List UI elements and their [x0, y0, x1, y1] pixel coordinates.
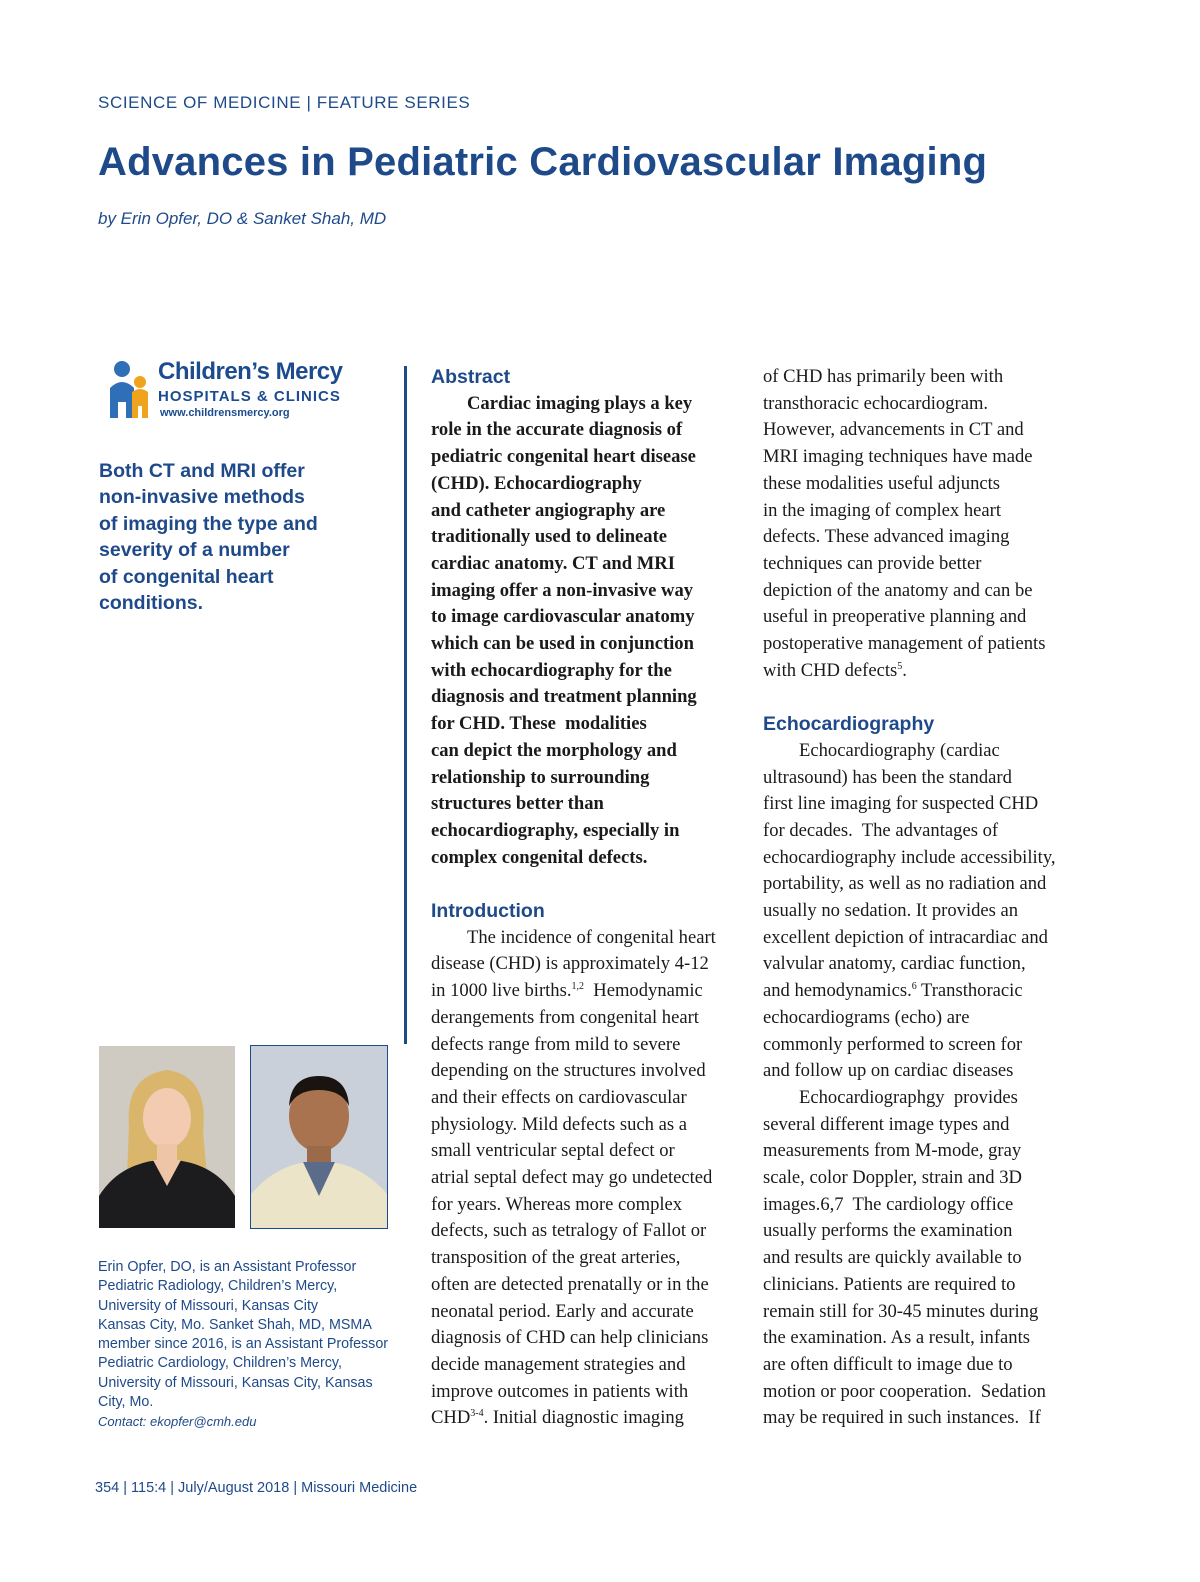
citation: 1,2	[571, 981, 584, 993]
echo-line: and follow up on cardiac diseases	[763, 1060, 1014, 1082]
echo-line: motion or poor cooperation. Sedation	[763, 1380, 1046, 1402]
intro-line: transposition of the great arteries,	[431, 1247, 681, 1269]
abstract-line: and catheter angiography are	[431, 499, 666, 521]
childrens-mercy-logo	[104, 358, 344, 424]
echo-line: may be required in such instances. If	[763, 1407, 1041, 1429]
intro-text: CHD	[431, 1407, 471, 1429]
bio-line: City, Mo.	[98, 1394, 154, 1411]
article-title: Advances in Pediatric Cardiovascular Imaging	[98, 140, 988, 184]
pull-quote-line: of congenital heart	[99, 565, 274, 588]
intro-text: Hemodynamic	[583, 980, 703, 1002]
introduction-heading: Introduction	[431, 900, 545, 923]
echo-line: clinicians. Patients are required to	[763, 1273, 1016, 1295]
intro-line	[763, 658, 1083, 685]
echo-line: are often difficult to image due to	[763, 1354, 1013, 1375]
echo-line: first line imaging for suspected CHD	[763, 793, 1039, 815]
intro-text: with CHD defects	[763, 659, 898, 681]
abstract-line: can depict the morphology and	[431, 739, 677, 761]
intro-line: these modalities useful adjuncts	[763, 472, 1001, 494]
intro-line	[431, 978, 746, 1005]
author-photo-opfer	[99, 1046, 235, 1228]
column-middle	[431, 364, 746, 1432]
abstract-line: which can be used in conjunction	[431, 633, 694, 655]
echo-line: images.6,7 The cardiology office	[763, 1193, 1014, 1215]
abstract-line: structures better than	[431, 793, 604, 815]
intro-line: depending on the structures involved	[431, 1060, 706, 1082]
echo-text: and hemodynamics.	[763, 980, 912, 1002]
echo-line: echocardiograms (echo) are	[763, 1006, 970, 1028]
echo-line: portability, as well as no radiation and	[763, 873, 1047, 895]
column-right	[763, 364, 1083, 1432]
echo-line: remain still for 30-45 minutes during	[763, 1300, 1039, 1322]
column-rule	[404, 366, 407, 1044]
echo-line: the examination. As a result, infants	[763, 1327, 1030, 1349]
echo-line: valvular anatomy, cardiac function,	[763, 953, 1026, 975]
intro-text: . Initial diagnostic imaging	[483, 1407, 684, 1429]
abstract-line: relationship to surrounding	[431, 766, 650, 788]
intro-line: derangements from congenital heart	[431, 1006, 699, 1028]
intro-continued	[763, 364, 1083, 684]
intro-line: atrial septal defect may go undetected	[431, 1167, 713, 1189]
bio-line: Pediatric Cardiology, Children’s Mercy,	[98, 1355, 342, 1372]
pull-quote-line: Both CT and MRI offer	[99, 460, 305, 482]
intro-line: techniques can provide better	[763, 552, 982, 574]
abstract-line: with echocardiography for the	[431, 659, 672, 681]
bio-line: Erin Opfer, DO, is an Assistant Professor	[98, 1259, 357, 1275]
abstract-heading: Abstract	[431, 366, 511, 388]
intro-line: However, advancements in CT and	[763, 419, 1024, 441]
intro-line: transthoracic echocardiogram.	[763, 392, 989, 414]
author-bio	[98, 1258, 403, 1432]
echocardiography-body	[763, 738, 1083, 1432]
article-byline: by Erin Opfer, DO & Sanket Shah, MD	[98, 209, 387, 228]
abstract-line: imaging offer a non-invasive way	[431, 579, 694, 601]
citation: 6	[911, 981, 917, 993]
echo-line: Echocardiography (cardiac	[799, 739, 1000, 761]
bio-line: Pediatric Radiology, Children’s Mercy,	[98, 1278, 338, 1295]
pull-quote-line: non-invasive methods	[99, 486, 305, 509]
pull-quote-line: conditions.	[99, 592, 203, 615]
echo-line: excellent depiction of intracardiac and	[763, 926, 1048, 948]
intro-line: physiology. Mild defects such as a	[431, 1113, 687, 1135]
abstract-line: (CHD). Echocardiography	[431, 472, 642, 494]
intro-line	[431, 1405, 746, 1432]
bio-line: Kansas City, Mo. Sanket Shah, MD, MSMA	[98, 1316, 372, 1333]
bio-line: member since 2016, is an Assistant Professor	[98, 1336, 389, 1353]
logo-url: www.childrensmercy.org	[160, 407, 290, 419]
abstract-line: echocardiography, especially in	[431, 819, 680, 841]
intro-line: MRI imaging techniques have made	[763, 446, 1033, 468]
abstract-line: complex congenital defects.	[431, 846, 648, 868]
abstract-line: traditionally used to delineate	[431, 526, 668, 548]
abstract-line: to image cardiovascular anatomy	[431, 606, 695, 628]
intro-line: of CHD has primarily been with	[763, 366, 1004, 387]
intro-line: The incidence of congenital heart	[467, 926, 716, 948]
intro-line: decide management strategies and	[431, 1354, 686, 1375]
echo-line: and results are quickly available to	[763, 1247, 1022, 1269]
intro-line: defects, such as tetralogy of Fallot or	[431, 1220, 707, 1242]
echo-line: several different image types and	[763, 1113, 1010, 1135]
abstract-line: Cardiac imaging plays a key	[467, 392, 693, 414]
abstract-line: for CHD. These modalities	[431, 713, 647, 735]
pull-quote-line: of imaging the type and	[99, 512, 318, 535]
author-contact: Contact: ekopfer@cmh.edu	[98, 1414, 257, 1430]
intro-line: in the imaging of complex heart	[763, 499, 1002, 521]
citation: 5	[897, 660, 903, 672]
bio-line: University of Missouri, Kansas City	[98, 1297, 319, 1314]
echo-line: for decades. The advantages of	[763, 819, 999, 841]
echo-text: Transthoracic	[916, 980, 1023, 1002]
logo-name: Children’s Mercy	[158, 358, 343, 385]
echo-line: commonly performed to screen for	[763, 1033, 1023, 1055]
introduction-body	[431, 925, 746, 1432]
intro-line: improve outcomes in patients with	[431, 1380, 689, 1402]
intro-line: and their effects on cardiovascular	[431, 1086, 687, 1108]
section-kicker: SCIENCE OF MEDICINE | FEATURE SERIES	[98, 93, 471, 112]
echo-line	[763, 978, 1083, 1005]
abstract-line: pediatric congenital heart disease	[431, 446, 696, 468]
intro-line: depiction of the anatomy and can be	[763, 579, 1033, 601]
pull-quote-line: severity of a number	[99, 539, 290, 562]
echo-line: usually no sedation. It provides an	[763, 900, 1019, 922]
bio-line: University of Missouri, Kansas City, Kansas	[98, 1374, 373, 1391]
abstract-line: cardiac anatomy. CT and MRI	[431, 552, 675, 574]
intro-line: defects range from mild to severe	[431, 1033, 681, 1055]
childrens-mercy-emblem-icon	[104, 358, 156, 422]
intro-line: postoperative management of patients	[763, 633, 1046, 655]
pull-quote	[99, 458, 339, 616]
echo-line: echocardiography include accessibility,	[763, 846, 1056, 868]
echo-line: Echocardiographgy provides	[799, 1086, 1018, 1108]
intro-line: disease (CHD) is approximately 4-12	[431, 953, 709, 975]
intro-line: often are detected prenatally or in the	[431, 1273, 709, 1295]
intro-line: neonatal period. Early and accurate	[431, 1300, 694, 1322]
page-footer: 354 | 115:4 | July/August 2018 | Missouri Medicine	[95, 1480, 418, 1496]
citation: 3-4	[470, 1408, 484, 1420]
abstract-body	[431, 391, 746, 872]
intro-line: useful in preoperative planning and	[763, 606, 1027, 628]
echo-line: measurements from M-mode, gray	[763, 1140, 1022, 1162]
intro-text: .	[902, 659, 907, 681]
echo-line: ultrasound) has been the standard	[763, 766, 1012, 788]
abstract-line: diagnosis and treatment planning	[431, 686, 697, 708]
intro-line: defects. These advanced imaging	[763, 526, 1010, 548]
intro-text: in 1000 live births.	[431, 980, 572, 1002]
echocardiography-heading: Echocardiography	[763, 713, 935, 736]
author-photo-shah	[251, 1046, 387, 1228]
abstract-line: role in the accurate diagnosis of	[431, 419, 683, 441]
logo-subtitle: HOSPITALS & CLINICS	[158, 388, 341, 405]
echo-line: scale, color Doppler, strain and 3D	[763, 1167, 1022, 1189]
intro-line: diagnosis of CHD can help clinicians	[431, 1327, 709, 1349]
intro-line: for years. Whereas more complex	[431, 1193, 683, 1215]
intro-line: small ventricular septal defect or	[431, 1140, 675, 1162]
echo-line: usually performs the examination	[763, 1220, 1013, 1242]
